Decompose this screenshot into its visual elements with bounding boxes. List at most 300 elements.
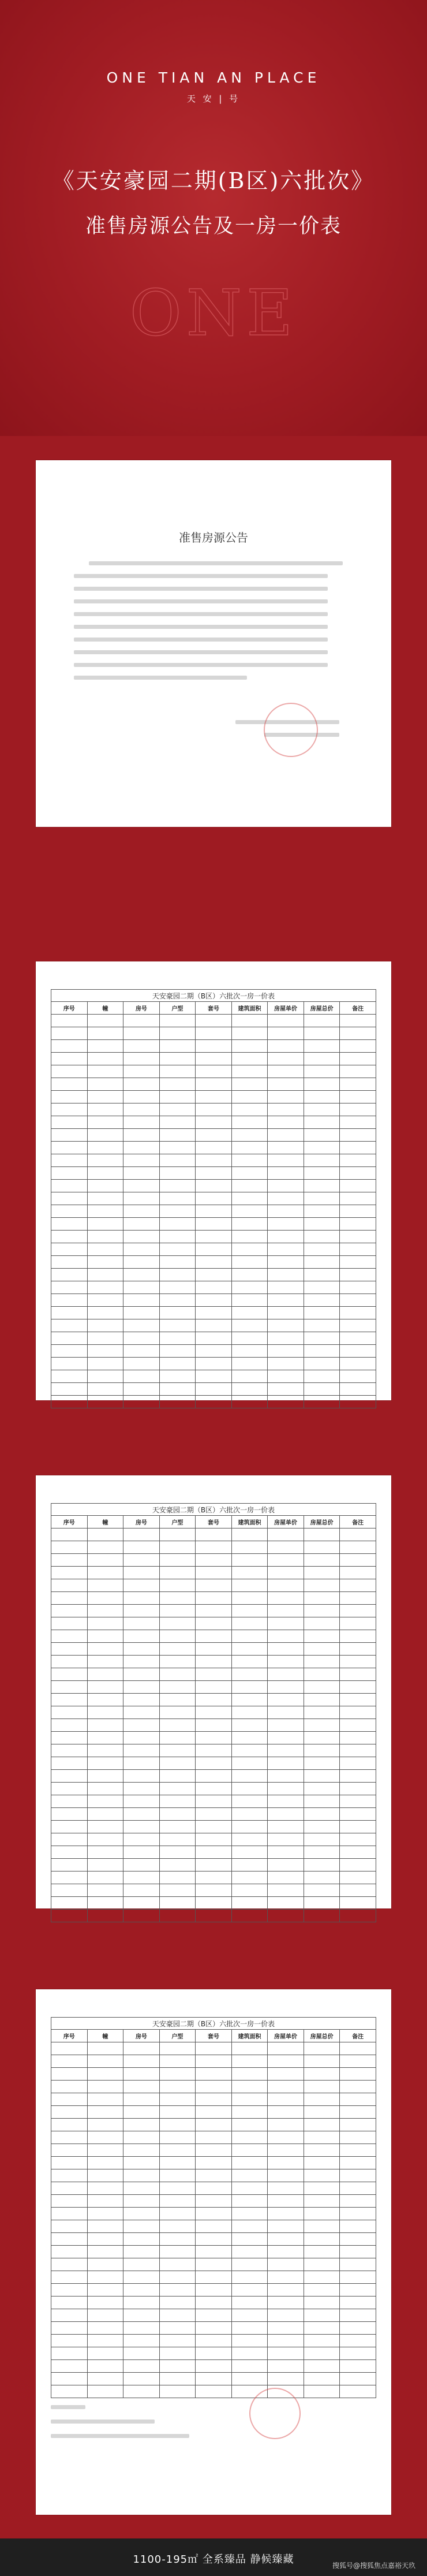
table-cell <box>159 1167 196 1180</box>
table-cell <box>304 2233 340 2246</box>
table-cell <box>123 1154 160 1167</box>
table-cell <box>51 1040 88 1053</box>
table-cell <box>123 1859 160 1872</box>
table-cell <box>123 1142 160 1154</box>
table-cell <box>231 2309 268 2322</box>
table-cell <box>51 1205 88 1218</box>
table-cell <box>268 1294 304 1307</box>
table-row <box>51 1795 376 1808</box>
table-cell <box>51 1605 88 1617</box>
table-cell <box>268 1078 304 1091</box>
table-row <box>51 1910 376 1922</box>
table-cell <box>159 1821 196 1833</box>
table-cell <box>123 1332 160 1345</box>
table-cell <box>123 1167 160 1180</box>
table-cell <box>340 1605 376 1617</box>
table-cell <box>123 1808 160 1821</box>
table-cell <box>123 2042 160 2055</box>
table-cell <box>268 1617 304 1630</box>
table-cell <box>159 2347 196 2360</box>
table-cell <box>268 1370 304 1383</box>
table-cell <box>87 1218 123 1231</box>
table-row <box>51 1053 376 1065</box>
table-cell <box>340 1243 376 1256</box>
table-cell <box>123 1015 160 1027</box>
table-cell <box>231 1617 268 1630</box>
table-cell <box>51 1078 88 1091</box>
table-cell <box>196 1370 232 1383</box>
table-cell <box>196 1605 232 1617</box>
table-cell <box>231 1218 268 1231</box>
table-cell <box>268 2373 304 2385</box>
table-cell <box>231 1256 268 1269</box>
table-cell <box>159 1269 196 1281</box>
table-cell <box>231 2347 268 2360</box>
table-cell <box>51 2144 88 2157</box>
table-cell <box>123 2258 160 2271</box>
table-cell <box>231 2373 268 2385</box>
table-row <box>51 1129 376 1142</box>
table-cell <box>340 2233 376 2246</box>
table-cell <box>51 1396 88 1408</box>
column-header: 户型 <box>159 2030 196 2042</box>
table-cell <box>159 1605 196 1617</box>
table-cell <box>231 1859 268 1872</box>
table-cell <box>231 1592 268 1605</box>
table-cell <box>123 2093 160 2106</box>
table-cell <box>51 1015 88 1027</box>
table-cell <box>231 1281 268 1294</box>
table-cell <box>123 2246 160 2258</box>
table-cell <box>340 2068 376 2081</box>
table-cell <box>304 1821 340 1833</box>
table-cell <box>159 1668 196 1681</box>
table-cell <box>196 1529 232 1541</box>
table-row <box>51 1757 376 1770</box>
table-cell <box>231 1910 268 1922</box>
table-cell <box>51 2297 88 2309</box>
table-cell <box>231 1541 268 1554</box>
table-cell <box>340 1218 376 1231</box>
column-header: 备注 <box>340 2030 376 2042</box>
table-cell <box>304 1719 340 1732</box>
table-cell <box>51 1744 88 1757</box>
table-cell <box>340 1307 376 1319</box>
table-cell <box>340 1795 376 1808</box>
table-cell <box>159 1307 196 1319</box>
table-cell <box>268 2195 304 2208</box>
table-row <box>51 1205 376 1218</box>
table-cell <box>87 1078 123 1091</box>
table-cell <box>87 1154 123 1167</box>
table-cell <box>87 2373 123 2385</box>
table-cell <box>268 1218 304 1231</box>
table-cell <box>196 1719 232 1732</box>
table-cell <box>51 1180 88 1192</box>
table-row <box>51 1744 376 1757</box>
table-cell <box>51 2309 88 2322</box>
table-cell <box>304 2208 340 2220</box>
table-cell <box>304 2220 340 2233</box>
table-row <box>51 2055 376 2068</box>
table-cell <box>231 1770 268 1783</box>
table-cell <box>304 1757 340 1770</box>
table-cell <box>231 1104 268 1116</box>
table-cell <box>159 2131 196 2144</box>
table-cell <box>123 1694 160 1706</box>
table-cell <box>87 1732 123 1744</box>
table-cell <box>268 2347 304 2360</box>
table-cell <box>304 2246 340 2258</box>
table-cell <box>51 1579 88 1592</box>
table-row <box>51 1529 376 1541</box>
table-cell <box>159 2360 196 2373</box>
table-cell <box>123 1846 160 1859</box>
table-cell <box>123 2297 160 2309</box>
table-cell <box>304 2055 340 2068</box>
table-row <box>51 2271 376 2284</box>
table-cell <box>123 2144 160 2157</box>
table-cell <box>87 1617 123 1630</box>
table-cell <box>87 1783 123 1795</box>
table-row <box>51 2131 376 2144</box>
table-cell <box>304 1694 340 1706</box>
table-cell <box>304 1554 340 1567</box>
table-cell <box>231 1078 268 1091</box>
table-cell <box>304 1668 340 1681</box>
table-row <box>51 1770 376 1783</box>
table-cell <box>123 2131 160 2144</box>
table-cell <box>87 1770 123 1783</box>
table-cell <box>340 2208 376 2220</box>
table-cell <box>340 1129 376 1142</box>
table-cell <box>51 1231 88 1243</box>
column-header: 建筑面积 <box>231 1002 268 1015</box>
table-cell <box>231 1142 268 1154</box>
table-cell <box>123 1180 160 1192</box>
table-cell <box>231 2284 268 2297</box>
table-cell <box>268 1040 304 1053</box>
table-cell <box>87 2131 123 2144</box>
table-row <box>51 1884 376 1897</box>
price-table-title-3: 天安豪园二期（B区）六批次一房一价表 <box>51 2017 376 2030</box>
table-cell <box>51 1541 88 1554</box>
table-cell <box>304 2335 340 2347</box>
table-cell <box>51 2169 88 2182</box>
table-cell <box>231 2246 268 2258</box>
table-cell <box>87 1719 123 1732</box>
table-cell <box>123 2347 160 2360</box>
table-cell <box>87 1541 123 1554</box>
column-header: 建筑面积 <box>231 1516 268 1529</box>
table-cell <box>123 1706 160 1719</box>
table-cell <box>196 1078 232 1091</box>
table-cell <box>51 2373 88 2385</box>
table-cell <box>304 2182 340 2195</box>
table-cell <box>123 1795 160 1808</box>
table-cell <box>87 1231 123 1243</box>
table-cell <box>231 1744 268 1757</box>
table-cell <box>268 1243 304 1256</box>
table-cell <box>87 1142 123 1154</box>
table-cell <box>196 1757 232 1770</box>
table-row <box>51 2385 376 2398</box>
table-cell <box>87 1294 123 1307</box>
table-cell <box>123 1078 160 1091</box>
table-cell <box>231 1091 268 1104</box>
table-cell <box>159 2106 196 2119</box>
table-cell <box>340 1142 376 1154</box>
table-cell <box>159 1345 196 1358</box>
table-cell <box>51 2385 88 2398</box>
table-cell <box>87 2093 123 2106</box>
table-cell <box>51 1795 88 1808</box>
table-cell <box>340 2106 376 2119</box>
hero-banner <box>0 0 427 436</box>
price-table-page-3 <box>36 1989 391 2515</box>
table-cell <box>340 1744 376 1757</box>
table-cell <box>87 2246 123 2258</box>
table-cell <box>196 2081 232 2093</box>
table-cell <box>231 1656 268 1668</box>
table-cell <box>340 1770 376 1783</box>
table-cell <box>159 1859 196 1872</box>
table-cell <box>231 1167 268 1180</box>
table-cell <box>196 1142 232 1154</box>
table-cell <box>51 1281 88 1294</box>
table-cell <box>87 1910 123 1922</box>
table-cell <box>304 2081 340 2093</box>
table-cell <box>196 2182 232 2195</box>
table-cell <box>51 2042 88 2055</box>
table-cell <box>196 1129 232 1142</box>
table-cell <box>304 1732 340 1744</box>
table-row <box>51 1256 376 1269</box>
table-cell <box>231 1396 268 1408</box>
table-row <box>51 1319 376 1332</box>
table-cell <box>340 1846 376 1859</box>
table-cell <box>231 1243 268 1256</box>
table-cell <box>304 2042 340 2055</box>
table-cell <box>231 1897 268 1910</box>
table-cell <box>87 1345 123 1358</box>
table-cell <box>123 2169 160 2182</box>
table-cell <box>159 2068 196 2081</box>
table-cell <box>268 2258 304 2271</box>
table-cell <box>196 1795 232 1808</box>
table-cell <box>123 1231 160 1243</box>
table-cell <box>304 2195 340 2208</box>
table-cell <box>268 1091 304 1104</box>
table-cell <box>268 2131 304 2144</box>
table-cell <box>51 2068 88 2081</box>
table-cell <box>196 1668 232 1681</box>
column-header: 备注 <box>340 1002 376 1015</box>
table-cell <box>340 1015 376 1027</box>
table-cell <box>304 1154 340 1167</box>
table-cell <box>196 1846 232 1859</box>
table-cell <box>87 1065 123 1078</box>
table-cell <box>340 2042 376 2055</box>
table-cell <box>268 1053 304 1065</box>
table-cell <box>304 1319 340 1332</box>
table-cell <box>340 1332 376 1345</box>
table-cell <box>268 1643 304 1656</box>
table-cell <box>87 1053 123 1065</box>
table-cell <box>268 1681 304 1694</box>
table-row <box>51 2119 376 2131</box>
table-row <box>51 1630 376 1643</box>
table-cell <box>51 1554 88 1567</box>
table-cell <box>159 2042 196 2055</box>
table-cell <box>231 2233 268 2246</box>
table-cell <box>304 1307 340 1319</box>
table-cell <box>231 1231 268 1243</box>
table-cell <box>268 2297 304 2309</box>
table-cell <box>196 1872 232 1884</box>
table-cell <box>304 1396 340 1408</box>
column-header: 房屋单价 <box>268 1002 304 1015</box>
table-cell <box>304 1605 340 1617</box>
table-cell <box>268 1859 304 1872</box>
table-cell <box>87 1643 123 1656</box>
table-cell <box>268 2322 304 2335</box>
table-row <box>51 1027 376 1040</box>
table-cell <box>340 1383 376 1396</box>
table-cell <box>87 2157 123 2169</box>
table-cell <box>231 1833 268 1846</box>
table-cell <box>123 1370 160 1383</box>
table-cell <box>159 1846 196 1859</box>
table-cell <box>123 1668 160 1681</box>
table-cell <box>340 2322 376 2335</box>
column-header: 幢 <box>87 1002 123 1015</box>
column-header: 房屋单价 <box>268 2030 304 2042</box>
table-cell <box>268 1027 304 1040</box>
table-cell <box>159 1231 196 1243</box>
table-cell <box>304 1643 340 1656</box>
table-cell <box>268 2208 304 2220</box>
table-cell <box>196 1281 232 1294</box>
column-header: 房屋总价 <box>304 2030 340 2042</box>
table-cell <box>196 1319 232 1332</box>
table-cell <box>196 1040 232 1053</box>
table-cell <box>123 1605 160 1617</box>
table-cell <box>268 1142 304 1154</box>
table-cell <box>304 1884 340 1897</box>
table-cell <box>268 1116 304 1129</box>
table-cell <box>196 2271 232 2284</box>
company-seal-icon <box>264 703 318 757</box>
table-cell <box>87 1116 123 1129</box>
table-cell <box>304 1579 340 1592</box>
table-cell <box>159 1358 196 1370</box>
table-cell <box>196 1706 232 1719</box>
table-cell <box>196 2220 232 2233</box>
table-cell <box>51 2208 88 2220</box>
table-cell <box>268 2284 304 2297</box>
table-cell <box>340 1668 376 1681</box>
table-cell <box>87 2081 123 2093</box>
table-cell <box>51 1332 88 1345</box>
table-cell <box>304 1345 340 1358</box>
table-cell <box>123 1027 160 1040</box>
table-cell <box>123 1567 160 1579</box>
table-cell <box>51 1884 88 1897</box>
table-cell <box>268 2119 304 2131</box>
table-row <box>51 1617 376 1630</box>
table-cell <box>123 1630 160 1643</box>
table-cell <box>340 1154 376 1167</box>
notice-title: 准售房源公告 <box>179 531 248 545</box>
table-cell <box>268 1396 304 1408</box>
table-cell <box>159 1396 196 1408</box>
table-cell <box>87 1269 123 1281</box>
table-cell <box>51 2119 88 2131</box>
table-cell <box>159 1694 196 1706</box>
table-cell <box>51 1383 88 1396</box>
table-cell <box>196 1617 232 1630</box>
table-cell <box>123 1205 160 1218</box>
table-cell <box>196 1567 232 1579</box>
table-cell <box>268 1706 304 1719</box>
table-cell <box>51 1269 88 1281</box>
table-cell <box>51 1567 88 1579</box>
table-row <box>51 1167 376 1180</box>
table-cell <box>231 1567 268 1579</box>
table-cell <box>51 1910 88 1922</box>
table-cell <box>268 1846 304 1859</box>
table-row <box>51 2347 376 2360</box>
table-cell <box>196 1167 232 1180</box>
table-cell <box>268 1783 304 1795</box>
column-header: 房屋总价 <box>304 1516 340 1529</box>
table-cell <box>159 1319 196 1332</box>
table-cell <box>51 2246 88 2258</box>
table-row <box>51 1104 376 1116</box>
table-cell <box>340 1833 376 1846</box>
table-cell <box>304 1897 340 1910</box>
column-header: 房号 <box>123 2030 160 2042</box>
table-cell <box>268 1269 304 1281</box>
table-cell <box>304 2309 340 2322</box>
table-cell <box>123 1218 160 1231</box>
table-cell <box>304 2322 340 2335</box>
table-cell <box>231 1116 268 1129</box>
table-cell <box>268 2220 304 2233</box>
table-cell <box>196 1783 232 1795</box>
table-cell <box>196 1383 232 1396</box>
table-cell <box>123 1821 160 1833</box>
table-header-row <box>51 2030 376 2042</box>
table-cell <box>196 2042 232 2055</box>
table-cell <box>196 1180 232 1192</box>
column-header: 序号 <box>51 2030 88 2042</box>
table-cell <box>340 2360 376 2373</box>
table-cell <box>123 1541 160 1554</box>
table-cell <box>196 2157 232 2169</box>
table-cell <box>340 1167 376 1180</box>
table-cell <box>51 1643 88 1656</box>
table-cell <box>340 2284 376 2297</box>
table-cell <box>87 1706 123 1719</box>
table-cell <box>123 1281 160 1294</box>
table-cell <box>196 2322 232 2335</box>
table-cell <box>268 1770 304 1783</box>
table-cell <box>304 1167 340 1180</box>
table-cell <box>87 1281 123 1294</box>
table-row <box>51 1154 376 1167</box>
